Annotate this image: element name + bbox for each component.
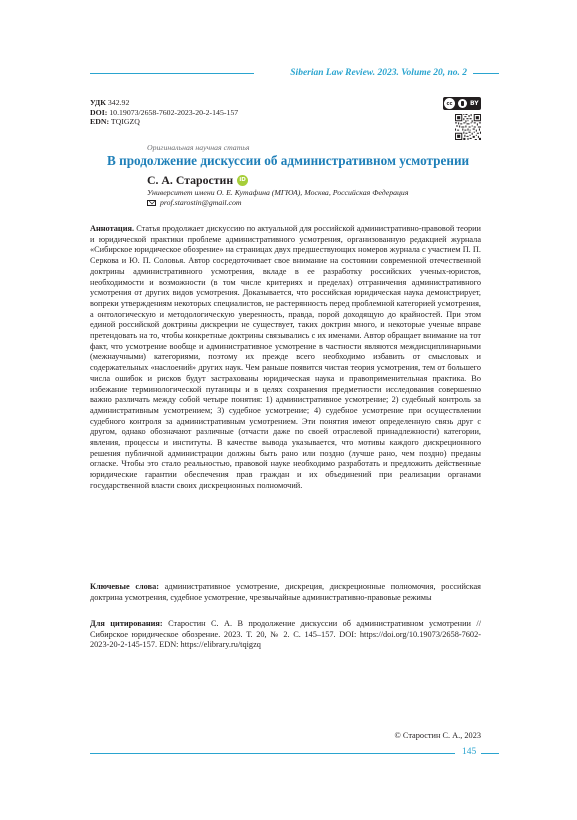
author-name: С. А. Старостин xyxy=(147,172,234,187)
doi-line xyxy=(90,108,238,118)
qr-code-icon xyxy=(455,114,481,140)
keywords-label: Ключевые слова: xyxy=(90,582,160,591)
envelope-icon xyxy=(147,200,156,206)
orcid-icon[interactable]: iD xyxy=(237,175,248,186)
journal-running-title: Siberian Law Review. 2023. Volume 20, no. 2 xyxy=(290,68,467,78)
author-email[interactable]: prof.starostin@gmail.com xyxy=(160,198,242,207)
keywords-text: административное усмотрение, дискреция, дискреционные полномочия, российская доктрина усмотрения, судебное усмотрение, чрезвычайные административно-правовые режимы xyxy=(90,582,481,602)
udk-label: УДК xyxy=(90,98,106,107)
cc-by-license-icon[interactable] xyxy=(443,97,481,110)
keywords xyxy=(90,582,481,603)
citation-label: Для цитирования: xyxy=(90,619,163,628)
udk-value: 342.92 xyxy=(107,98,130,107)
abstract xyxy=(90,224,481,492)
license-by-label: BY xyxy=(470,100,479,107)
abstract-label: Аннотация. xyxy=(90,224,135,233)
page-number: 145 xyxy=(462,747,477,757)
running-header xyxy=(90,66,499,80)
header-rule-right xyxy=(473,73,499,74)
abstract-text: Статья продолжает дискуссию по актуальной для российской административно-правовой теории и юридической практики проблеме административного усмотрения, организованную редакцией журнала «Сибирское юридическое обозрение» на страницах двух предшествующих номеров журнала с участием П. П. Серкова и Ю. П. Соловья. Автор сосредоточивает свое внимание на состоянии современной отечественной доктрины административного усмотрения, вкладе в ее разработку российских ученых-юристов, необходимости и возможности (в том числе критериях и пределах) отграничения административного усмотрения от других видов усмотрения. Доказывается, что российская юридическая наука демонстрирует, вопреки утверждениям некоторых специалистов, не растерянность перед проблемной категорией усмотрения, а онтологическую и методологическую уверенность, правда, порой доходящую до крайностей. При этом единой российской доктрины дискреции не существует, таких доктрин много, и некоторые ученые вправе претендовать на то, чтобы конкретные доктрины связывались с их именами. Автор обращает внимание на тот факт, что усмотрение вообще и административное усмотрение в частности являются междисциплинарными (межнаучными) категориями, поэтому их прежде всего необходимо избавить от смысловых и содержательных «наслоений» других наук. Чем раньше появится чистая теория усмотрения, тем от большего числа ошибок и рисков будут застрахованы юридическая наука и правоприменительная практика. Во избежание терминологической путаницы и в целях сохранения предметности исследования совершенно важно различать между собой четыре понятия: 1) административное усмотрение; 2) судебный контроль за административным усмотрением; 3) судебное усмотрение; 4) судебное усмотрение при осуществлении судебного контроля за административным усмотрением. Эти понятия имеют определенную связь друг с другом, однако обозначают различные (отчасти даже по своей отраслевой принадлежности) категории, явления, процессы и институты. В качестве вывода указывается, что мотивы каждого дискреционного решения публичной администрации должны быть рано или поздно (лучше рано, чем поздно) преданы огласке. Чтобы это стало реальностью, правовой науке необходимо разработать и предложить действенные юридические гарантии обеспечения прав граждан и их объединений при реализации органами государственной власти своих дискреционных полномочий. xyxy=(90,224,481,490)
article-title: В продолжение дискуссии об административном усмотрении xyxy=(107,153,470,168)
cc-icon: cc xyxy=(444,98,455,109)
article-metadata xyxy=(90,98,238,127)
copyright-notice: © Старостин С. А., 2023 xyxy=(394,731,481,740)
author-line xyxy=(147,173,248,187)
udk-line xyxy=(90,98,238,108)
doi-label: DOI: xyxy=(90,107,108,117)
doi-value: 10.19073/2658-7602-2023-20-2-145-157 xyxy=(109,107,239,117)
header-rule-left xyxy=(90,73,254,74)
attribution-person-icon xyxy=(458,99,467,108)
author-email-line xyxy=(147,198,242,207)
author-affiliation: Университет имени О. Е. Кутафина (МГЮА), Москва, Российская Федерация xyxy=(147,188,409,197)
footer-rule-left xyxy=(90,753,455,754)
edn-label: EDN: xyxy=(90,117,110,126)
citation-text: Старостин С. А. В продолжение дискуссии об административном усмотрении // Сибирское юридическое обозрение. 2023. Т. 20, № 2. С. 145–157. DOI: https://doi.org/10.19073/2658-7602-2023-20-2-145-157. EDN: https://elibrary.ru/tqigzq xyxy=(90,619,481,650)
edn-value: TQIGZQ xyxy=(110,117,140,126)
footer-rule-right xyxy=(481,753,499,754)
citation xyxy=(90,619,481,651)
edn-line xyxy=(90,117,238,127)
article-type-label: Оригинальная научная статья xyxy=(147,143,250,152)
